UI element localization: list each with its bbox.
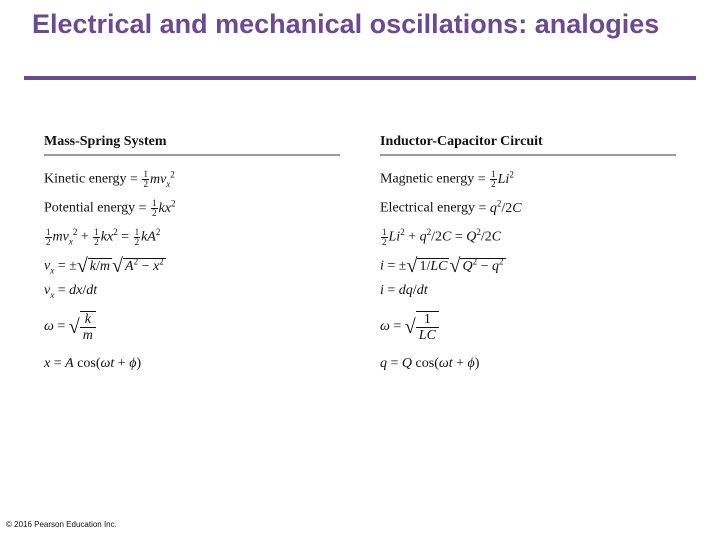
inductor-capacitor-column bbox=[380, 134, 676, 378]
electrical-energy-equation bbox=[380, 189, 676, 218]
circuit-angular-frequency-equation: ω = √ $\frac{1}{LC}$ bbox=[380, 305, 676, 349]
title-underline bbox=[24, 76, 696, 80]
potential-energy-equation bbox=[44, 189, 340, 218]
kinetic-energy-label: Kinetic energy bbox=[44, 171, 127, 187]
angular-frequency-equation: ω = √ $\frac{k}{m}$ bbox=[44, 305, 340, 349]
slide-title: Electrical and mechanical oscillations: analogies bbox=[32, 9, 660, 39]
magnetic-energy-formula: = $\frac{1}{2}$ Li$^2$ bbox=[477, 168, 514, 189]
mass-spring-heading: Mass-Spring System bbox=[44, 134, 340, 156]
velocity-definition-equation: $v_x = dx/dt$ bbox=[44, 283, 98, 300]
mass-spring-column bbox=[44, 134, 340, 378]
electrical-energy-label: Electrical energy bbox=[380, 200, 475, 216]
electrical-energy-formula: = $q^2/2C$ bbox=[478, 198, 522, 216]
kinetic-energy-equation bbox=[44, 160, 340, 189]
potential-energy-label: Potential energy bbox=[44, 200, 136, 216]
magnetic-energy-equation bbox=[380, 160, 676, 189]
current-definition-equation: i = dq/dt bbox=[380, 283, 428, 298]
magnetic-energy-label: Magnetic energy bbox=[380, 171, 475, 187]
velocity-amplitude-equation: $v_x$ = ±√ k/m √ $A^2 - x^2$ bbox=[44, 254, 164, 277]
position-equation: x = A cos(ωt + ϕ) bbox=[44, 356, 142, 371]
charge-equation: q = Q cos(ωt + ϕ) bbox=[380, 356, 480, 371]
potential-energy-formula: = $\frac{1}{2}$ $kx^2$ bbox=[138, 197, 176, 218]
circuit-energy-conservation-equation: $\frac{1}{2}$ $Li^2 + q^2/2C = Q^2/2C$ bbox=[382, 226, 502, 247]
kinetic-energy-formula: = $\frac{1}{2}$ $mv_x^2$ bbox=[130, 168, 175, 189]
copyright-footer: © 2016 Pearson Education Inc. bbox=[6, 520, 117, 529]
energy-conservation-equation: $\frac{1}{2}$ $mv_x^2$ + $\frac{1}{2}$ $kx^2$ = $\frac{1}{2}$ $kA^2$ bbox=[46, 226, 161, 247]
current-amplitude-equation: i = ±√ 1/LC √ $Q^2 - q^2$ bbox=[380, 254, 504, 277]
inductor-capacitor-heading: Inductor-Capacitor Circuit bbox=[380, 134, 676, 156]
